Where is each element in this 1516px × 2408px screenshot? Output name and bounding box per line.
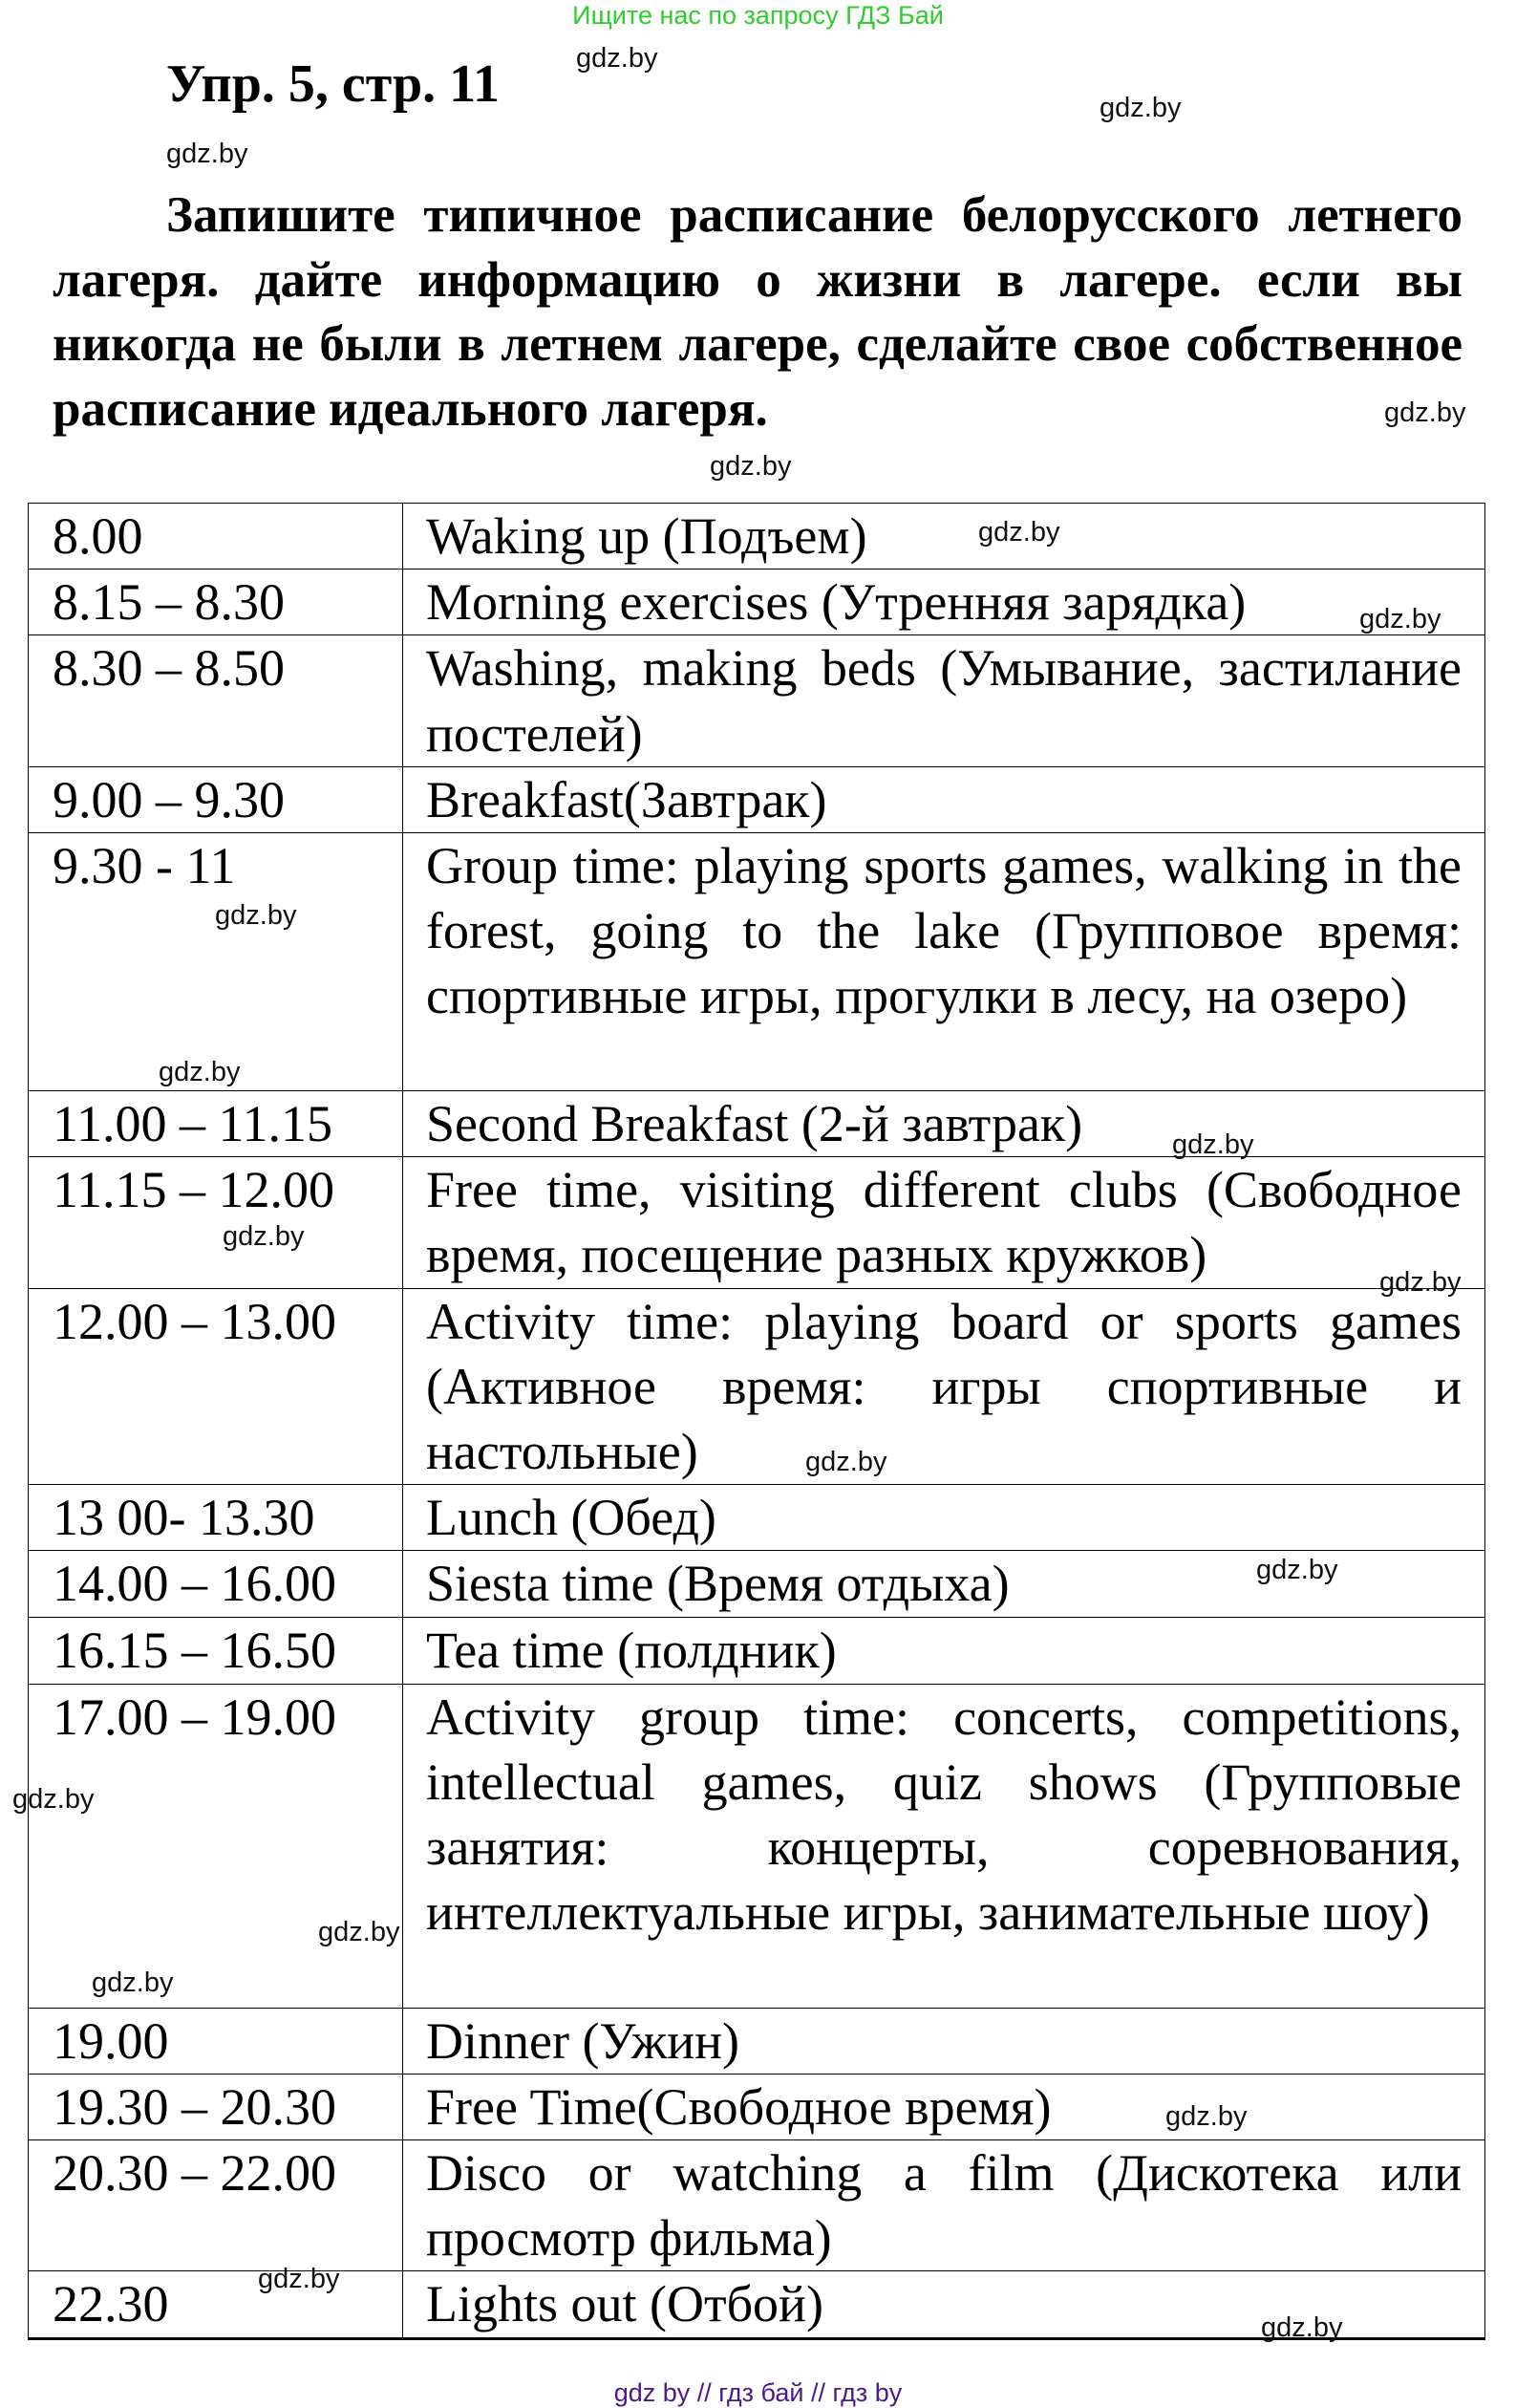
activity-cell: Waking up (Подъем): [403, 504, 1485, 570]
time-cell: 13 00- 13.30: [29, 1485, 403, 1551]
activity-cell: Free Time(Свободное время): [403, 2074, 1485, 2139]
table-row: [29, 1617, 1485, 1684]
activity-cell: Lights out (Отбой): [403, 2271, 1485, 2338]
activity-cell: Morning exercises (Утренняя зарядка): [403, 570, 1485, 635]
watermark: gdz.by: [12, 1784, 95, 1815]
watermark: gdz.by: [1359, 604, 1441, 634]
activity-cell: Free time, visiting different clubs (Свободное время, посещение разных кружков): [403, 1157, 1485, 1288]
activity-cell: Dinner (Ужин): [403, 2008, 1485, 2074]
table-row: [29, 1288, 1485, 1485]
watermark: gdz.by: [710, 451, 792, 482]
table-row: [29, 833, 1485, 1091]
time-cell: 9.30 - 11: [29, 833, 403, 1091]
table-row: [29, 570, 1485, 635]
table-row: [29, 2140, 1485, 2271]
watermark: gdz.by: [1261, 2312, 1343, 2343]
watermark: gdz.by: [223, 1221, 305, 1252]
time-cell: 11.00 – 11.15: [29, 1091, 403, 1157]
activity-cell: Washing, making beds (Умывание, застилание постелей): [403, 635, 1485, 766]
activity-cell: Group time: playing sports games, walking in the forest, going to the lake (Групповое время: спортивные игры, прогулки в лесу, на озеро): [403, 833, 1485, 1091]
task-text: Запишите типичное расписание белорусского летнего лагеря. дайте информацию о жизни в лагере. если вы никогда не были в летнем лагере, сделайте свое собственное расписание идеального лагеря.: [53, 187, 1463, 437]
time-cell: 19.00: [29, 2008, 403, 2074]
watermark: gdz.by: [1165, 2101, 1248, 2132]
time-cell: 8.00: [29, 504, 403, 570]
activity-cell: Tea time (полдник): [403, 1617, 1485, 1684]
activity-cell: Activity time: playing board or sports games (Активное время: игры спортивные и настольные): [403, 1288, 1485, 1485]
watermark: gdz.by: [258, 2264, 340, 2294]
time-cell: 17.00 – 19.00: [29, 1684, 403, 2008]
time-cell: 14.00 – 16.00: [29, 1551, 403, 1617]
time-cell: 8.15 – 8.30: [29, 570, 403, 635]
watermark: gdz.by: [318, 1917, 400, 1947]
time-cell: 19.30 – 20.30: [29, 2074, 403, 2139]
activity-cell: Breakfast(Завтрак): [403, 766, 1485, 832]
activity-cell: Second Breakfast (2-й завтрак): [403, 1091, 1485, 1157]
watermark: gdz.by: [215, 900, 297, 931]
watermark: gdz.by: [159, 1057, 241, 1087]
time-cell: 22.30: [29, 2271, 403, 2338]
watermark: gdz.by: [805, 1447, 887, 1477]
exercise-title: Упр. 5, стр. 11: [166, 54, 501, 114]
watermark: gdz.by: [576, 43, 658, 74]
activity-cell: Siesta time (Время отдыха): [403, 1551, 1485, 1617]
time-cell: 11.15 – 12.00: [29, 1157, 403, 1288]
time-cell: 9.00 – 9.30: [29, 766, 403, 832]
watermark: gdz.by: [1379, 1267, 1462, 1298]
footer-links[interactable]: gdz by // гдз бай // гдз by: [613, 2378, 903, 2407]
table-row: [29, 2074, 1485, 2139]
table-row: [29, 2008, 1485, 2074]
activity-cell: Lunch (Обед): [403, 1485, 1485, 1551]
table-row: [29, 1485, 1485, 1551]
watermark: gdz.by: [166, 139, 248, 169]
activity-cell: Disco or watching a film (Дискотека или просмотр фильма): [403, 2140, 1485, 2271]
time-cell: 12.00 – 13.00: [29, 1288, 403, 1485]
table-row: [29, 1091, 1485, 1157]
activity-cell: Activity group time: concerts, competitions, intellectual games, quiz shows (Групповые занятия: концерты, соревнования, интеллектуальные игры, занимательные шоу): [403, 1684, 1485, 2008]
watermark: gdz.by: [1384, 398, 1466, 428]
time-cell: 16.15 – 16.50: [29, 1617, 403, 1684]
table-row: [29, 1684, 1485, 2008]
watermark: gdz.by: [978, 517, 1060, 548]
watermark: gdz.by: [92, 1967, 174, 1998]
schedule-table: [28, 503, 1485, 2340]
watermark: gdz.by: [1172, 1129, 1254, 1160]
time-cell: 20.30 – 22.00: [29, 2140, 403, 2271]
search-banner: Ищите нас по запросу ГДЗ Бай: [572, 1, 944, 30]
watermark: gdz.by: [1256, 1555, 1338, 1585]
table-row: [29, 635, 1485, 766]
table-row: [29, 766, 1485, 832]
watermark: gdz.by: [1100, 93, 1182, 123]
table-row: [29, 504, 1485, 570]
time-cell: 8.30 – 8.50: [29, 635, 403, 766]
